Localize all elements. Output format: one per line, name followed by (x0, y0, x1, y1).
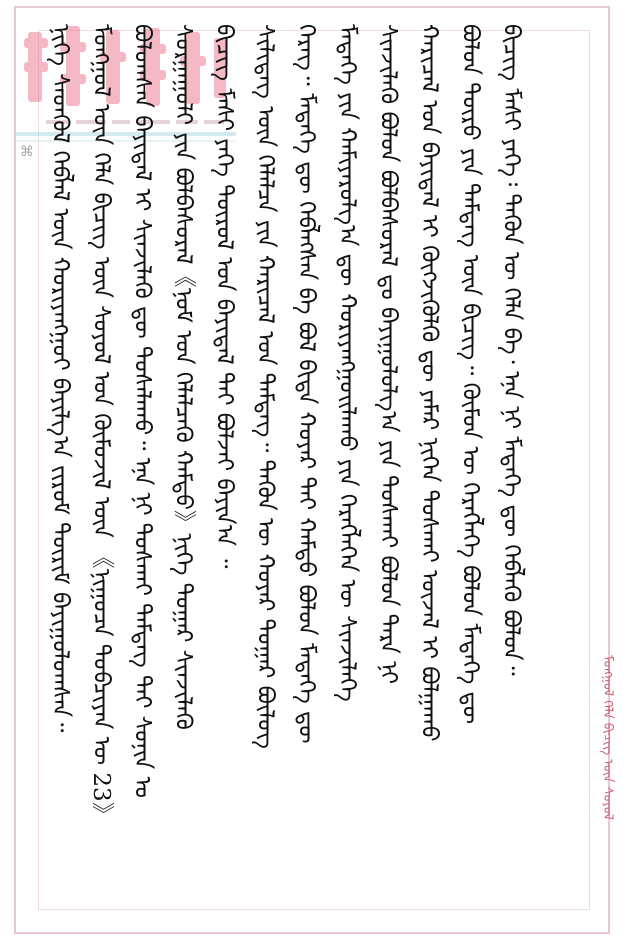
text-column: ᠪᠣᠯᠤᠭᠰᠠᠨ ᠪᠠᠶᠢᠳᠠᠯ ᠢ ᠰᠢᠨᠵᠢᠯᠡᠬᠦ ᠳᠦ ᠲᠤᠰᠠᠯᠠᠬᠤ᠃ ᠡᠨᠡ ᠨᠢ ᠲᠤᠰᠬᠠᠢ ᠲᠡᠮᠳᠡᠭ ᠲᠡᠢ ᠰᠣᠨᠢᠨ ᠤ (129, 24, 155, 798)
text-column: ᠪᠢᠴᠢᠭ᠌ ᠮᠠᠰᠢ ᠶᠡᠬᠡ ᠲᠦᠷᠦᠯ ᠤᠨ ᠪᠠᠶᠢᠳᠠᠯ ᠲᠠᠢ ᠪᠣᠯᠵᠠᠢ ᠪᠠᠶᠢᠨ᠎ᠠ ᠃ (211, 24, 237, 569)
text-column: ᠬᠠᠷᠢᠴᠠᠯ ᠤᠨ ᠪᠠᠶᠢᠳᠠᠯ ᠢ ᠬᠥᠭᠵᠢᠭᠦᠯᠬᠦ ᠳᠦ ᠶᠠᠮᠠᠷ ᠨᠢᠭᠡᠨ ᠲᠤᠰᠬᠠᠢ ᠦᠵᠡᠯ ᠢ ᠪᠣᠯᠭᠠᠬᠤ (416, 24, 442, 742)
text-column: ᠰᠢᠯᠢᠳᠡᠭ ᠦᠨ ᠬᠡᠯᠡᠯᠴᠡ ᠶᠢᠨ ᠬᠠᠷᠢᠴᠠᠯ ᠤᠨ ᠲᠡᠮᠳᠡᠭ᠃ ᠲᠡᠭᠦᠨ ᠦ ᠬᠣᠶᠠᠷ ᠳᠤᠭᠠᠷ ᠪᠦᠯᠦᠭ (252, 24, 278, 749)
text-column: ᠪᠢᠴᠢᠭ᠌ ᠮᠠᠰᠢ ᠶᠡᠬᠡ᠄ ᠲᠡᠭᠦᠨ ᠦ ᠬᠡᠯᠡ ᠪᠡ᠂ ᠡᠨᠡ ᠨᠢ ᠮᠡᠳᠡᠭᠡ ᠳᠦ ᠬᠡᠪᠯᠡᠬᠦ ᠪᠣᠯᠤᠨ᠃ (498, 24, 524, 676)
vertical-mongolian-text (40, 24, 570, 904)
text-column: ᠮᠣᠩᠭᠤᠯ ᠦᠨ ᠬᠡᠯᠡ ᠪᠢᠴᠢᠭ ᠦᠨ ᠰᠣᠶᠣᠯ ᠤᠨ ᠬᠦᠮᠦᠵᠢᠯ ᠦᠨ 《ᠨᠢᠭᠤᠴᠠ ᠲᠣᠪᠴᠢᠶᠠᠨ ᠦ 23》 (88, 24, 114, 826)
text-column: ᠨᠢᠭᠡ ᠰᠡᠳᠬᠦᠯ ᠬᠡᠪᠯᠡᠯ ᠦᠨ ᠬᠤᠷᠢᠶᠠᠩᠭᠤᠢ ᠪᠠᠶᠢᠯᠭ᠎ᠠ ᠵᠢᠷᠤᠮ ᠳᠦᠷᠢᠮ ᠪᠠᠶᠢᠭᠤᠯᠤᠭᠰᠠᠨ᠃ (47, 24, 73, 733)
side-label: ᠮᠣᠩᠭᠤᠯ ᠬᠡᠯᠡ ᠪᠢᠴᠢᠭ ᠦᠨ ᠰᠣᠶᠣᠯ (600, 655, 615, 821)
endless-knot-icon: ⌘ (20, 144, 34, 160)
text-column: ᠮᠡᠳᠡᠭᠡ ᠶᠢᠨ ᠬᠠᠮᠢᠶᠠᠷᠤᠯᠭ᠎ᠠ ᠳᠦ ᠬᠣᠷᠢᠶᠠᠩᠭᠤᠢᠯᠠᠬᠤ ᠶᠢᠨ ᠬᠡᠷᠡᠭᠯᠡᠭᠡᠨ ᠦ ᠰᠢᠨᠵᠢᠯᠡᠭᠡ (334, 24, 360, 702)
text-column: ᠬᠡᠷᠡᠭ᠃ ᠮᠡᠳᠡᠭᠡ ᠳᠦ ᠬᠡᠪᠯᠡᠭᠰᠡᠨ ᠪᠠ ᠪᠣᠯ ᠪᠢᠳᠡ ᠬᠣᠶᠠᠷ ᠲᠠᠢ ᠬᠠᠮᠲᠤ ᠪᠣᠯᠤᠨ ᠮᠡᠳᠡᠭᠡ ᠳᠦ (293, 24, 319, 744)
text-column: ᠪᠣᠯᠤᠨ ᠲᠦᠷᠦ ᠶᠢᠨ ᠲᠡᠮᠳᠡᠭ ᠦᠨ ᠪᠢᠴᠢᠭ᠃ ᠬᠦᠮᠦᠨ ᠦ ᠬᠡᠷᠡᠭᠯᠡᠭᠡ ᠪᠣᠯᠤᠨ ᠮᠡᠳᠡᠭᠡ ᠳᠦ (457, 24, 483, 725)
text-column: ᠰᠤᠷᠭᠠᠭᠤᠯᠢ ᠶᠢᠨ ᠪᠣᠯᠪᠠᠰᠤᠷᠠᠯ《ᠨᠣᠮ ᠤᠨ ᠬᠡᠯᠡᠯᠴᠡᠬᠦ ᠬᠠᠮᠲᠤ》ᠨᠢᠭᠡ ᠳᠤᠭᠠᠷ ᠰᠢᠨᠵᠢᠯᠡᠬᠦ (170, 24, 196, 730)
text-column: ᠰᠢᠨᠵᠢᠯᠡᠬᠦ ᠪᠣᠯᠤᠨ ᠪᠣᠯᠪᠠᠰᠤᠷᠠᠯ ᠳᠤ ᠪᠠᠶᠢᠭᠤᠯᠤᠯᠭ᠎ᠠ ᠶᠢᠨ ᠲᠤᠰᠬᠠᠢ ᠪᠣᠯᠤᠨ ᠲᠡᠷᠡ ᠨᠢ (375, 24, 401, 685)
